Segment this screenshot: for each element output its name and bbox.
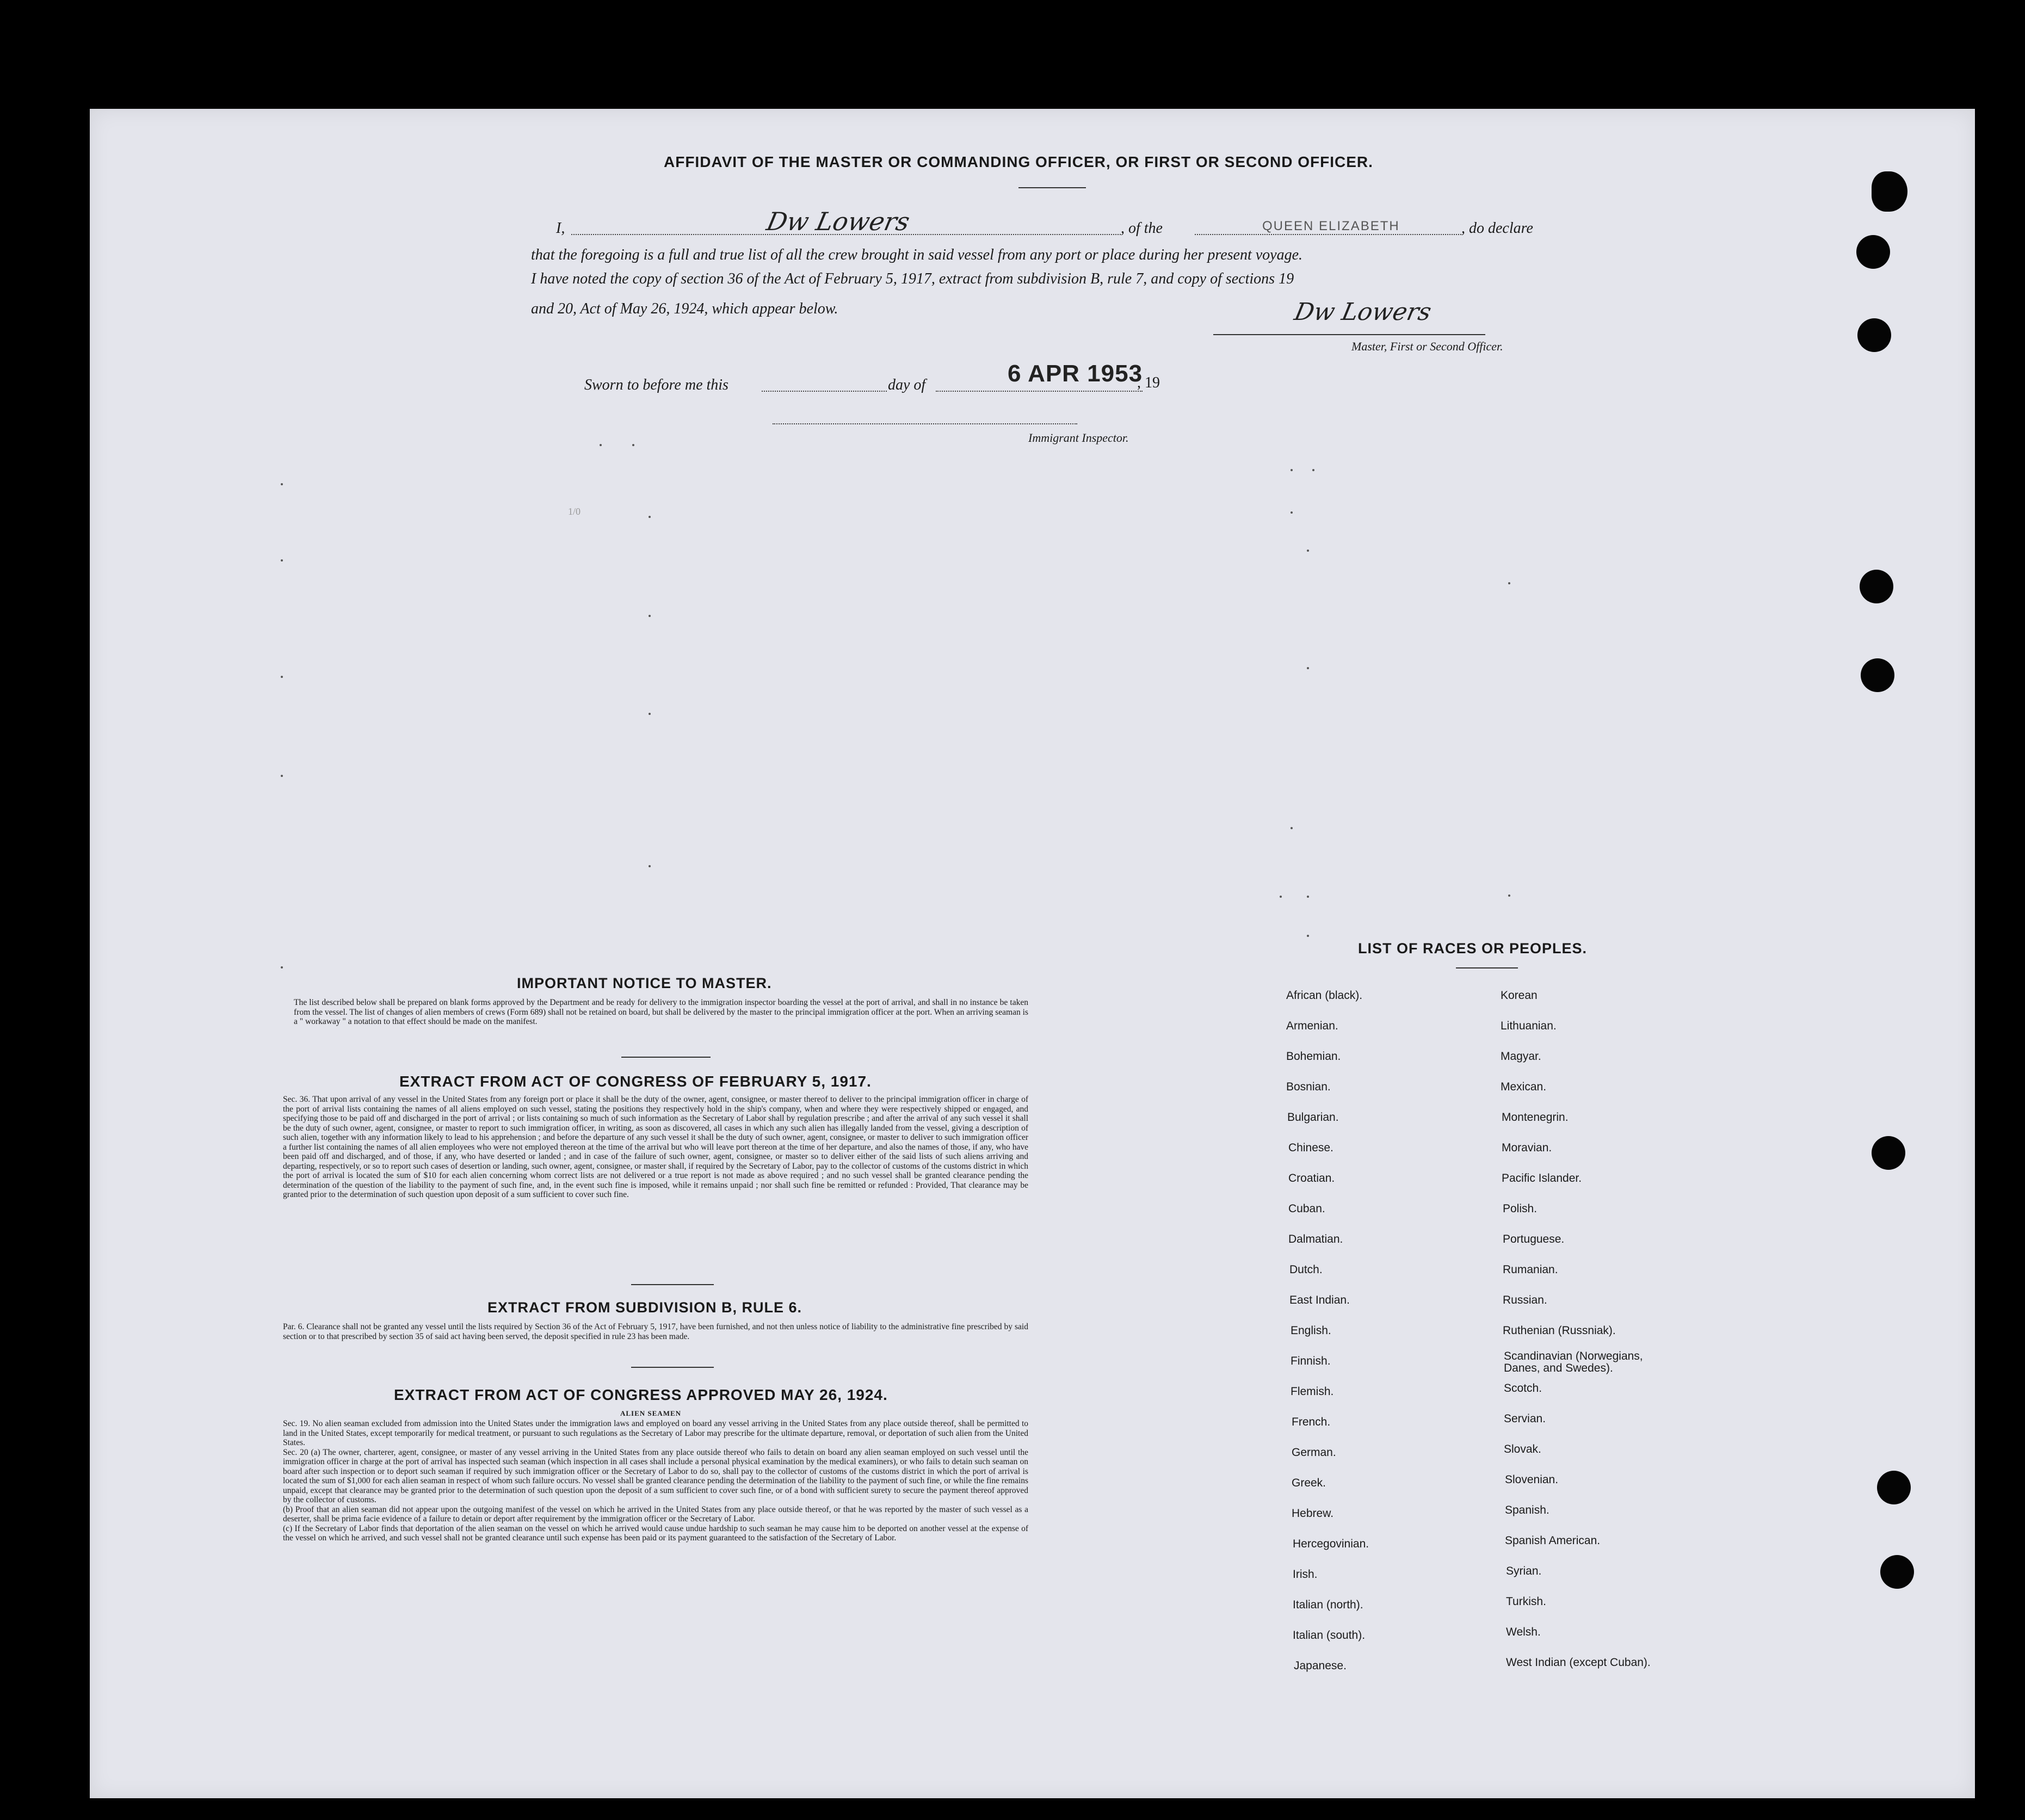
extract-1917-divider [631, 1284, 714, 1285]
master-label: Master, First or Second Officer. [1351, 340, 1503, 353]
race-item: Russian. [1503, 1294, 1547, 1306]
sworn-month-line [936, 391, 1143, 392]
race-item: Magyar. [1501, 1050, 1541, 1063]
subdivision-b-divider [631, 1367, 714, 1368]
stray-dot [632, 444, 634, 446]
master-signature-line [1213, 334, 1485, 335]
sworn-day-line [762, 391, 887, 392]
race-item: Chinese. [1288, 1142, 1333, 1154]
faint-mark: 1/0 [568, 506, 581, 517]
stray-dot [1307, 667, 1309, 669]
notice-divider [621, 1057, 711, 1058]
race-item: Welsh. [1506, 1626, 1541, 1638]
affidavit-line3: I have noted the copy of section 36 of the Act of February 5, 1917, extract from subdivision B, rule 7, and copy of sections 19 [531, 270, 1294, 287]
stray-dot [600, 444, 602, 446]
race-item: Scotch. [1504, 1382, 1542, 1395]
stray-dot [1508, 894, 1510, 897]
race-item: Finnish. [1291, 1355, 1331, 1367]
affidavit-title: AFFIDAVIT OF THE MASTER OR COMMANDING OFFICER, OR FIRST OR SECOND OFFICER. [664, 153, 1373, 170]
race-item: Greek. [1292, 1477, 1326, 1489]
race-item: Dalmatian. [1288, 1233, 1343, 1245]
race-item: Cuban. [1288, 1202, 1325, 1215]
race-item: English. [1291, 1324, 1331, 1337]
master-signature-lower: Dw Lowers [1292, 298, 1434, 326]
stray-dot [649, 615, 651, 617]
race-item: East Indian. [1289, 1294, 1350, 1306]
subdivision-b-title: EXTRACT FROM SUBDIVISION B, RULE 6. [487, 1299, 802, 1316]
punch-hole-6 [1872, 1136, 1905, 1170]
race-item: African (black). [1286, 989, 1363, 1002]
race-item: Servian. [1504, 1412, 1546, 1425]
punch-hole-5 [1861, 658, 1894, 692]
race-item: French. [1292, 1416, 1331, 1428]
race-item: Moravian. [1502, 1142, 1552, 1154]
race-item: Syrian. [1506, 1565, 1542, 1577]
races-title-underline [1456, 967, 1518, 968]
stray-dot [281, 676, 283, 678]
race-item: Scandinavian (Norwegians, Danes, and Swedes). [1504, 1350, 1643, 1374]
stray-dot [649, 713, 651, 715]
affidavit-title-underline [1018, 187, 1086, 188]
race-item: Portuguese. [1503, 1233, 1565, 1245]
punch-hole-8 [1880, 1555, 1914, 1589]
inspector-signature-line [773, 423, 1077, 424]
notice-title: IMPORTANT NOTICE TO MASTER. [517, 975, 772, 991]
race-item: German. [1292, 1446, 1336, 1459]
race-item: Korean [1501, 989, 1538, 1002]
day-of-label: day of [888, 377, 926, 393]
race-item: Bosnian. [1286, 1081, 1331, 1093]
race-item: Turkish. [1506, 1595, 1546, 1608]
race-item: Bohemian. [1286, 1050, 1341, 1063]
punch-hole-7 [1877, 1471, 1911, 1504]
sec-20a-text: Sec. 20 (a) The owner, charterer, agent, consignee, or master of any vessel arriving in the United States from any place outside thereof who fails to detain on board any alien seaman employed on such vessel until the immigration officer in charge at the port of arrival has inspected such seaman (which inspection in all cases shall include a personal physical examination by the medical examiners), or who fails to detain such seaman on board after such inspection or to deport such seaman if required by such immigration officer or the Secretary of Labor to do so, shall pay to the collector of customs of the customs district in which the port of arrival is located the sum of $1,000 for each alien seaman in respect of whom such failure occurs. No vessel shall be granted clearance pending the determination of the liability to the payment of such fine, or while the fine remains unpaid, except that clearance may be granted prior to the determination of such question upon the deposit of a sum sufficient to cover such fine, or of a bond with sufficient surety to secure the payment thereof approved by the collector of customs. [283, 1447, 1028, 1504]
race-item: Slovak. [1504, 1443, 1541, 1455]
affidavit-i-label: I, [556, 220, 565, 237]
race-item: Dutch. [1289, 1263, 1323, 1276]
races-title: LIST OF RACES OR PEOPLES. [1358, 940, 1588, 957]
extract-1924-title: EXTRACT FROM ACT OF CONGRESS APPROVED MAY 26, 1924. [394, 1386, 888, 1403]
race-item: Mexican. [1501, 1081, 1547, 1093]
punch-hole-4 [1860, 570, 1893, 603]
affidavit-line4: and 20, Act of May 26, 1924, which appear below. [531, 300, 838, 317]
stray-dot [1280, 896, 1282, 898]
stray-dot [1307, 550, 1309, 552]
inspector-label: Immigrant Inspector. [1028, 431, 1129, 445]
race-item: Hebrew. [1292, 1507, 1334, 1520]
stray-dot [281, 559, 283, 562]
race-item: Flemish. [1291, 1385, 1334, 1398]
race-item: Ruthenian (Russniak). [1503, 1324, 1616, 1337]
stray-dot [281, 966, 283, 968]
stray-dot [1291, 469, 1293, 471]
affidavit-do-declare: , do declare [1461, 220, 1533, 237]
punch-hole-3 [1857, 318, 1891, 352]
stray-dot [1291, 511, 1293, 514]
stray-dot [1307, 935, 1309, 937]
stray-dot [649, 516, 651, 518]
race-item: Irish. [1293, 1568, 1318, 1581]
extract-1924-body [283, 1419, 1028, 1543]
extract-1924-subtitle: ALIEN SEAMEN [620, 1409, 682, 1417]
race-item: Slovenian. [1505, 1473, 1559, 1486]
sworn-label: Sworn to before me this [584, 377, 728, 393]
sec-20c-text: (c) If the Secretary of Labor finds that deportation of the alien seaman on the vessel on which he arrived would cause undue hardship to such seaman he may cause him to be deported on another vessel at the expense of the vessel on which he arrived, and such vessel shall not be granted clearance until such expense has been paid or its payment guaranteed to the satisfaction of the Secretary of Labor. [283, 1523, 1028, 1543]
extract-1917-title: EXTRACT FROM ACT OF CONGRESS OF FEBRUARY 5, 1917. [399, 1073, 872, 1090]
race-item: Bulgarian. [1287, 1111, 1339, 1124]
stray-dot [1307, 896, 1309, 898]
punch-hole-1 [1872, 171, 1907, 212]
affidavit-line2: that the foregoing is a full and true list of all the crew brought in said vessel from any port or place during her present voyage. [531, 246, 1303, 263]
race-item: Polish. [1503, 1202, 1538, 1215]
punch-hole-2 [1856, 235, 1890, 269]
race-item: Hercegovinian. [1293, 1538, 1369, 1550]
stray-dot [281, 483, 283, 485]
master-signature-upper: Dw Lowers [764, 207, 913, 236]
race-item: Japanese. [1294, 1659, 1347, 1672]
race-item: Croatian. [1288, 1172, 1335, 1184]
stray-dot [649, 865, 651, 867]
notice-body: The list described below shall be prepared on blank forms approved by the Department and be ready for delivery to the immigration inspector boarding the vessel at the port of arrival, and shall in no instance be taken from the vessel. The list of changes of alien members of crews (Form 689) shall not be retained on board, but shall be delivered by the master to the principal immigration officer at the port. When an arriving seaman is a " workaway " a notation to that effect should be made on the manifest. [294, 998, 1028, 1026]
race-item: Rumanian. [1503, 1263, 1558, 1276]
date-stamp: 6 APR 1953 [1008, 360, 1143, 387]
race-item: Lithuanian. [1501, 1020, 1557, 1032]
stray-dot [1508, 582, 1510, 584]
vessel-name: QUEEN ELIZABETH [1262, 219, 1400, 233]
race-item: Montenegrin. [1502, 1111, 1569, 1124]
sec-19-text: Sec. 19. No alien seaman excluded from admission into the United States under the immigration laws and employed on board any vessel arriving in the United States from any place outside thereof, shall be permitted to land in the United States, except temporarily for medical treatment, or pursuant to such regulations as the Secretary of Labor may prescribe for the ultimate departure, removal, or deportation of such alien from the United States. [283, 1419, 1028, 1447]
sec-20b-text: (b) Proof that an alien seaman did not appear upon the outgoing manifest of the vessel on which he arrived in the United States from any place outside thereof, or that he was reported by the master of such vessel as a deserter, shall be prima facie evidence of a failure to detain or deport after requirement by the immigration officer or the Secretary of Labor. [283, 1504, 1028, 1523]
stray-dot [1312, 469, 1314, 471]
extract-1917-body: Sec. 36. That upon arrival of any vessel in the United States from any foreign port or place it shall be the duty of the owner, agent, consignee, or master thereof to deliver to the principal immigration officer in charge of the port of arrival lists containing the names of all aliens employed on such vessel, stating the positions they respectively hold in the ship's company, when and where they were respectively shipped or engaged, and specifying those to be paid off and discharged in the port of arrival ; or lists containing so much of such information as the Secretary of Labor shall by regulation prescribe ; and after the arrival of any such vessel it shall be the duty of such owner, agent, consignee, or master to report to such immigration officer, in writing, as soon as discovered, all cases in which any such alien has illegally landed from the vessel, giving a description of such alien, together with any information likely to lead to his apprehension ; and before the departure of any such vessel it shall be the duty of such owner, agent, consignee, or master to deliver to such immigration officer a further list containing the names of all alien employees who were not employed thereon at the time of the arrival but who will leave port thereon at the time of her departure, and also the names of those, if any, who have been paid off and discharged, and of those, if any, who have deserted or landed ; and in case of the failure of such owner, agent, consignee, or master so to deliver either of the said lists of such aliens arriving and departing, respectively, or so to report such cases of desertion or landing, such owner, agent, consignee, or master shall, if required by the Secretary of Labor, pay to the collector of customs of the customs district in which the port of arrival is located the sum of $10 for each alien concerning whom correct lists are not delivered or a true report is not made as above required ; and no such vessel shall be granted clearance pending the determination of the question of the liability to the payment of such fine, and, in the event such fine is imposed, while it remains unpaid ; nor shall such fine be remitted or refunded : Provided, That clearance may be granted prior to the determination of such question upon deposit of a sum sufficient to cover such fine. [283, 1095, 1028, 1199]
race-item: Italian (south). [1293, 1629, 1366, 1642]
affidavit-of-the: , of the [1121, 220, 1163, 237]
year-prefix: , 19 [1137, 374, 1160, 391]
race-item: Spanish. [1505, 1504, 1549, 1516]
stray-dot [281, 775, 283, 777]
race-item: Spanish American. [1505, 1534, 1601, 1547]
stray-dot [1291, 827, 1293, 829]
race-item: Armenian. [1286, 1020, 1338, 1032]
race-item: West Indian (except Cuban). [1506, 1656, 1651, 1669]
affidavit-vessel-line [1195, 234, 1461, 235]
race-item: Pacific Islander. [1502, 1172, 1582, 1184]
subdivision-b-body: Par. 6. Clearance shall not be granted any vessel until the lists required by Section 36 of the Act of February 5, 1917, have been furnished, and not then unless notice of liability to the administrative fine prescribed by said section or to that prescribed by section 35 of said act having been served, the deposit specified in rule 23 has been made. [283, 1322, 1028, 1341]
race-item: Italian (north). [1293, 1599, 1363, 1611]
